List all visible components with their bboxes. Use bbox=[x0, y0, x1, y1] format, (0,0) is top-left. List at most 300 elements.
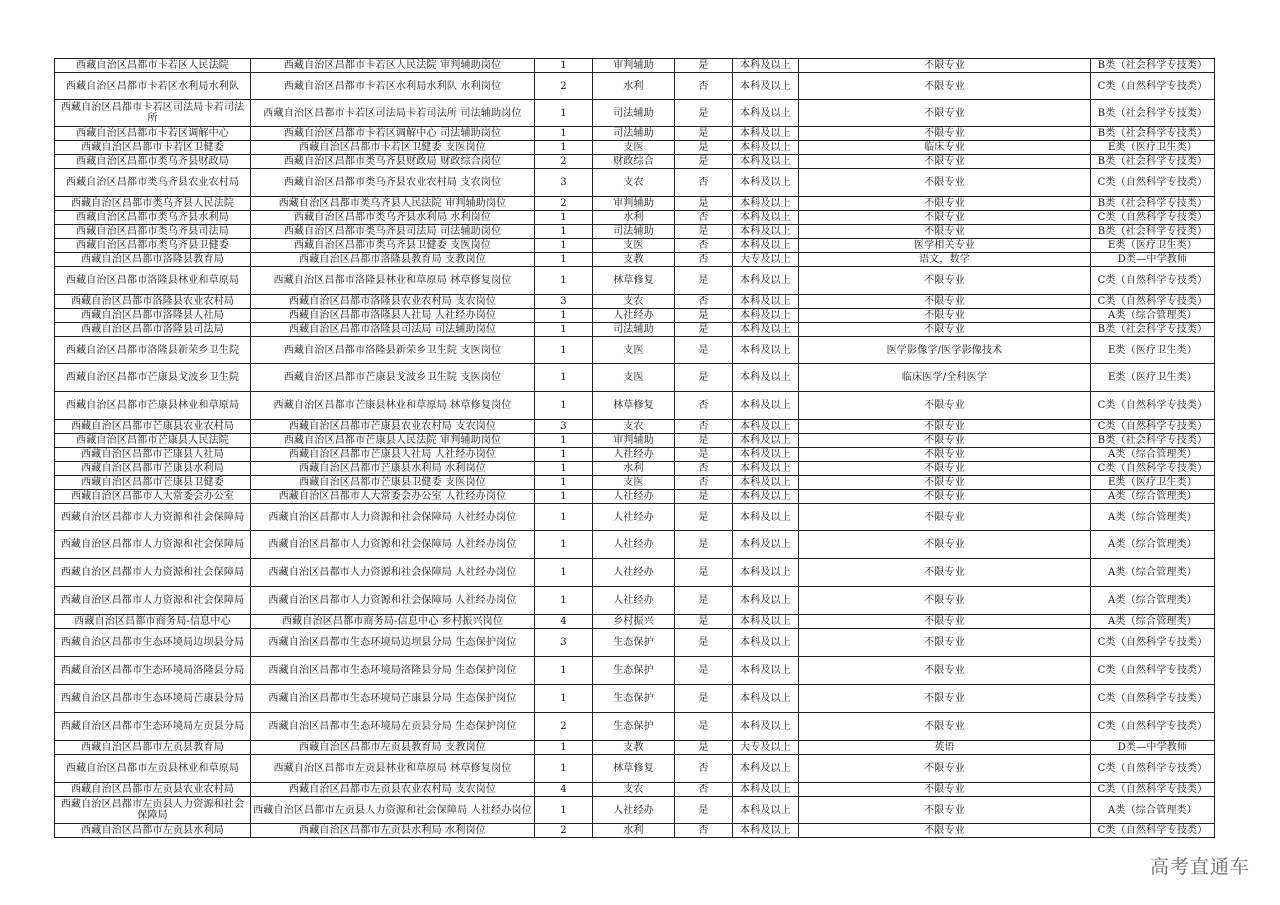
major-cell: 不限专业 bbox=[799, 559, 1091, 587]
position-cell: 西藏自治区昌都市类乌齐县水利局 水利岗位 bbox=[251, 211, 535, 225]
education-cell: 本科及以上 bbox=[733, 476, 799, 490]
education-cell: 本科及以上 bbox=[733, 448, 799, 462]
flag-cell: 否 bbox=[675, 392, 733, 420]
employer-cell: 西藏自治区昌都市生态环境局边坝县分局 bbox=[55, 629, 251, 657]
post-type-cell: 林草修复 bbox=[593, 267, 675, 295]
flag-cell: 是 bbox=[675, 657, 733, 685]
employer-cell: 西藏自治区昌都市类乌齐县卫健委 bbox=[55, 239, 251, 253]
post-type-cell: 人社经办 bbox=[593, 490, 675, 504]
headcount-cell: 1 bbox=[535, 755, 593, 783]
category-cell: C类（自然科学专技类） bbox=[1091, 629, 1215, 657]
table-row bbox=[55, 629, 1215, 657]
employer-cell: 西藏自治区昌都市生态环境局左贡县分局 bbox=[55, 713, 251, 741]
employer-cell: 西藏自治区昌都市芒康县林业和草原局 bbox=[55, 392, 251, 420]
flag-cell: 是 bbox=[675, 337, 733, 364]
post-type-cell: 支医 bbox=[593, 141, 675, 155]
education-cell: 本科及以上 bbox=[733, 615, 799, 629]
headcount-cell: 1 bbox=[535, 59, 593, 73]
flag-cell: 否 bbox=[675, 824, 733, 838]
post-type-cell: 司法辅助 bbox=[593, 127, 675, 141]
watermark-logo: 高考直通车 bbox=[1149, 856, 1250, 878]
education-cell: 本科及以上 bbox=[733, 73, 799, 100]
flag-cell: 是 bbox=[675, 587, 733, 615]
flag-cell: 否 bbox=[675, 476, 733, 490]
major-cell: 不限专业 bbox=[799, 797, 1091, 824]
post-type-cell: 水利 bbox=[593, 73, 675, 100]
headcount-cell: 1 bbox=[535, 141, 593, 155]
employer-cell: 西藏自治区昌都市芒康县戈波乡卫生院 bbox=[55, 364, 251, 392]
category-cell: C类（自然科学专技类） bbox=[1091, 462, 1215, 476]
position-cell: 西藏自治区昌都市生态环境局芒康县分局 生态保护岗位 bbox=[251, 685, 535, 713]
flag-cell: 否 bbox=[675, 239, 733, 253]
category-cell: A类（综合管理类） bbox=[1091, 559, 1215, 587]
post-type-cell: 林草修复 bbox=[593, 392, 675, 420]
major-cell: 不限专业 bbox=[799, 392, 1091, 420]
position-cell: 西藏自治区昌都市洛隆县农业农村局 支农岗位 bbox=[251, 295, 535, 309]
position-cell: 西藏自治区昌都市左贡县农业农村局 支农岗位 bbox=[251, 783, 535, 797]
headcount-cell: 1 bbox=[535, 364, 593, 392]
employer-cell: 西藏自治区昌都市洛隆县教育局 bbox=[55, 253, 251, 267]
post-type-cell: 林草修复 bbox=[593, 755, 675, 783]
post-type-cell: 司法辅助 bbox=[593, 100, 675, 127]
headcount-cell: 1 bbox=[535, 657, 593, 685]
major-cell: 不限专业 bbox=[799, 100, 1091, 127]
flag-cell: 是 bbox=[675, 197, 733, 211]
employer-cell: 西藏自治区昌都市芒康县卫健委 bbox=[55, 476, 251, 490]
table-row bbox=[55, 323, 1215, 337]
flag-cell: 是 bbox=[675, 364, 733, 392]
headcount-cell: 2 bbox=[535, 73, 593, 100]
headcount-cell: 2 bbox=[535, 155, 593, 169]
table-row bbox=[55, 267, 1215, 295]
category-cell: E类（医疗卫生类） bbox=[1091, 141, 1215, 155]
category-cell: E类（医疗卫生类） bbox=[1091, 364, 1215, 392]
major-cell: 不限专业 bbox=[799, 73, 1091, 100]
employer-cell: 西藏自治区昌都市芒康县农业农村局 bbox=[55, 420, 251, 434]
table-row bbox=[55, 197, 1215, 211]
headcount-cell: 1 bbox=[535, 741, 593, 755]
category-cell: A类（综合管理类） bbox=[1091, 490, 1215, 504]
flag-cell: 否 bbox=[675, 295, 733, 309]
position-cell: 西藏自治区昌都市卡若区水利局水利队 水利岗位 bbox=[251, 73, 535, 100]
position-cell: 西藏自治区昌都市芒康县农业农村局 支农岗位 bbox=[251, 420, 535, 434]
position-cell: 西藏自治区昌都市生态环境局洛隆县分局 生态保护岗位 bbox=[251, 657, 535, 685]
table-row bbox=[55, 100, 1215, 127]
education-cell: 本科及以上 bbox=[733, 309, 799, 323]
position-cell: 西藏自治区昌都市类乌齐县司法局 司法辅助岗位 bbox=[251, 225, 535, 239]
education-cell: 本科及以上 bbox=[733, 504, 799, 531]
flag-cell: 否 bbox=[675, 755, 733, 783]
post-type-cell: 乡村振兴 bbox=[593, 615, 675, 629]
flag-cell: 是 bbox=[675, 59, 733, 73]
education-cell: 本科及以上 bbox=[733, 657, 799, 685]
flag-cell: 否 bbox=[675, 783, 733, 797]
major-cell: 不限专业 bbox=[799, 462, 1091, 476]
position-cell: 西藏自治区昌都市洛隆县新荣乡卫生院 支医岗位 bbox=[251, 337, 535, 364]
position-cell: 西藏自治区昌都市卡若区司法局卡若司法所 司法辅助岗位 bbox=[251, 100, 535, 127]
position-cell: 西藏自治区昌都市芒康县林业和草原局 林草修复岗位 bbox=[251, 392, 535, 420]
table-row bbox=[55, 559, 1215, 587]
table-row bbox=[55, 239, 1215, 253]
category-cell: E类（医疗卫生类） bbox=[1091, 239, 1215, 253]
employer-cell: 西藏自治区昌都市类乌齐县财政局 bbox=[55, 155, 251, 169]
major-cell: 不限专业 bbox=[799, 225, 1091, 239]
flag-cell: 否 bbox=[675, 211, 733, 225]
employer-cell: 西藏自治区昌都市左贡县林业和草原局 bbox=[55, 755, 251, 783]
headcount-cell: 4 bbox=[535, 615, 593, 629]
employer-cell: 西藏自治区昌都市人力资源和社会保障局 bbox=[55, 587, 251, 615]
category-cell: B类（社会科学专技类） bbox=[1091, 155, 1215, 169]
post-type-cell: 财政综合 bbox=[593, 155, 675, 169]
employer-cell: 西藏自治区昌都市左贡县农业农村局 bbox=[55, 783, 251, 797]
table-row bbox=[55, 127, 1215, 141]
employer-cell: 西藏自治区昌都市洛隆县司法局 bbox=[55, 323, 251, 337]
headcount-cell: 1 bbox=[535, 448, 593, 462]
major-cell: 不限专业 bbox=[799, 309, 1091, 323]
category-cell: B类（社会科学专技类） bbox=[1091, 59, 1215, 73]
table-row bbox=[55, 755, 1215, 783]
table-row bbox=[55, 420, 1215, 434]
category-cell: A类（综合管理类） bbox=[1091, 504, 1215, 531]
employer-cell: 西藏自治区昌都市洛隆县林业和草原局 bbox=[55, 267, 251, 295]
education-cell: 本科及以上 bbox=[733, 559, 799, 587]
major-cell: 不限专业 bbox=[799, 629, 1091, 657]
major-cell: 不限专业 bbox=[799, 657, 1091, 685]
table-row bbox=[55, 504, 1215, 531]
education-cell: 本科及以上 bbox=[733, 420, 799, 434]
major-cell: 不限专业 bbox=[799, 448, 1091, 462]
headcount-cell: 2 bbox=[535, 197, 593, 211]
post-type-cell: 支农 bbox=[593, 783, 675, 797]
employer-cell: 西藏自治区昌都市人力资源和社会保障局 bbox=[55, 504, 251, 531]
major-cell: 不限专业 bbox=[799, 824, 1091, 838]
position-cell: 西藏自治区昌都市芒康县戈波乡卫生院 支医岗位 bbox=[251, 364, 535, 392]
headcount-cell: 1 bbox=[535, 100, 593, 127]
category-cell: C类（自然科学专技类） bbox=[1091, 169, 1215, 197]
education-cell: 本科及以上 bbox=[733, 713, 799, 741]
education-cell: 本科及以上 bbox=[733, 155, 799, 169]
education-cell: 本科及以上 bbox=[733, 364, 799, 392]
headcount-cell: 1 bbox=[535, 211, 593, 225]
employer-cell: 西藏自治区昌都市左贡县教育局 bbox=[55, 741, 251, 755]
headcount-cell: 1 bbox=[535, 587, 593, 615]
position-cell: 西藏自治区昌都市芒康县人民法院 审判辅助岗位 bbox=[251, 434, 535, 448]
table-body bbox=[55, 59, 1215, 838]
position-cell: 西藏自治区昌都市左贡县林业和草原局 林草修复岗位 bbox=[251, 755, 535, 783]
flag-cell: 是 bbox=[675, 155, 733, 169]
flag-cell: 是 bbox=[675, 713, 733, 741]
major-cell: 不限专业 bbox=[799, 267, 1091, 295]
headcount-cell: 3 bbox=[535, 420, 593, 434]
table-row bbox=[55, 73, 1215, 100]
flag-cell: 是 bbox=[675, 490, 733, 504]
employer-cell: 西藏自治区昌都市卡若区水利局水利队 bbox=[55, 73, 251, 100]
category-cell: C类（自然科学专技类） bbox=[1091, 392, 1215, 420]
post-type-cell: 司法辅助 bbox=[593, 225, 675, 239]
table-row bbox=[55, 155, 1215, 169]
category-cell: C类（自然科学专技类） bbox=[1091, 73, 1215, 100]
employer-cell: 西藏自治区昌都市卡若区人民法院 bbox=[55, 59, 251, 73]
education-cell: 本科及以上 bbox=[733, 59, 799, 73]
major-cell: 不限专业 bbox=[799, 685, 1091, 713]
headcount-cell: 2 bbox=[535, 713, 593, 741]
headcount-cell: 3 bbox=[535, 169, 593, 197]
headcount-cell: 1 bbox=[535, 225, 593, 239]
flag-cell: 是 bbox=[675, 323, 733, 337]
table-row bbox=[55, 531, 1215, 559]
post-type-cell: 生态保护 bbox=[593, 657, 675, 685]
category-cell: C类（自然科学专技类） bbox=[1091, 267, 1215, 295]
major-cell: 不限专业 bbox=[799, 504, 1091, 531]
table-row bbox=[55, 253, 1215, 267]
table-row bbox=[55, 615, 1215, 629]
post-type-cell: 生态保护 bbox=[593, 629, 675, 657]
category-cell: D类—中学教师 bbox=[1091, 741, 1215, 755]
post-type-cell: 人社经办 bbox=[593, 587, 675, 615]
major-cell: 医学相关专业 bbox=[799, 239, 1091, 253]
employer-cell: 西藏自治区昌都市芒康县水利局 bbox=[55, 462, 251, 476]
education-cell: 本科及以上 bbox=[733, 797, 799, 824]
table-row bbox=[55, 295, 1215, 309]
category-cell: C类（自然科学专技类） bbox=[1091, 657, 1215, 685]
education-cell: 本科及以上 bbox=[733, 392, 799, 420]
table-row bbox=[55, 657, 1215, 685]
flag-cell: 是 bbox=[675, 531, 733, 559]
post-type-cell: 人社经办 bbox=[593, 797, 675, 824]
post-type-cell: 支医 bbox=[593, 337, 675, 364]
major-cell: 不限专业 bbox=[799, 155, 1091, 169]
major-cell: 临床医学/全科医学 bbox=[799, 364, 1091, 392]
employer-cell: 西藏自治区昌都市卡若区调解中心 bbox=[55, 127, 251, 141]
major-cell: 不限专业 bbox=[799, 169, 1091, 197]
major-cell: 不限专业 bbox=[799, 211, 1091, 225]
major-cell: 不限专业 bbox=[799, 755, 1091, 783]
table-row bbox=[55, 797, 1215, 824]
flag-cell: 是 bbox=[675, 141, 733, 155]
position-cell: 西藏自治区昌都市卡若区卫健委 支医岗位 bbox=[251, 141, 535, 155]
category-cell: C类（自然科学专技类） bbox=[1091, 783, 1215, 797]
category-cell: D类—中学教师 bbox=[1091, 253, 1215, 267]
education-cell: 本科及以上 bbox=[733, 490, 799, 504]
post-type-cell: 司法辅助 bbox=[593, 323, 675, 337]
flag-cell: 否 bbox=[675, 253, 733, 267]
category-cell: C类（自然科学专技类） bbox=[1091, 295, 1215, 309]
position-cell: 西藏自治区昌都市芒康县人社局 人社经办岗位 bbox=[251, 448, 535, 462]
employer-cell: 西藏自治区昌都市卡若区司法局卡若司法所 bbox=[55, 100, 251, 127]
post-type-cell: 人社经办 bbox=[593, 309, 675, 323]
headcount-cell: 1 bbox=[535, 476, 593, 490]
post-type-cell: 人社经办 bbox=[593, 559, 675, 587]
major-cell: 英语 bbox=[799, 741, 1091, 755]
position-cell: 西藏自治区昌都市类乌齐县卫健委 支医岗位 bbox=[251, 239, 535, 253]
headcount-cell: 3 bbox=[535, 629, 593, 657]
table-row bbox=[55, 476, 1215, 490]
major-cell: 不限专业 bbox=[799, 615, 1091, 629]
category-cell: B类（社会科学专技类） bbox=[1091, 100, 1215, 127]
category-cell: B类（社会科学专技类） bbox=[1091, 197, 1215, 211]
flag-cell: 是 bbox=[675, 615, 733, 629]
employer-cell: 西藏自治区昌都市左贡县水利局 bbox=[55, 824, 251, 838]
positions-table bbox=[54, 58, 1215, 838]
headcount-cell: 1 bbox=[535, 392, 593, 420]
employer-cell: 西藏自治区昌都市左贡县人力资源和社会保障局 bbox=[55, 797, 251, 824]
category-cell: B类（社会科学专技类） bbox=[1091, 434, 1215, 448]
headcount-cell: 4 bbox=[535, 783, 593, 797]
category-cell: A类（综合管理类） bbox=[1091, 309, 1215, 323]
education-cell: 本科及以上 bbox=[733, 337, 799, 364]
employer-cell: 西藏自治区昌都市类乌齐县水利局 bbox=[55, 211, 251, 225]
position-cell: 西藏自治区昌都市左贡县人力资源和社会保障局 人社经办岗位 bbox=[251, 797, 535, 824]
table-row bbox=[55, 309, 1215, 323]
category-cell: C类（自然科学专技类） bbox=[1091, 685, 1215, 713]
position-cell: 西藏自治区昌都市卡若区调解中心 司法辅助岗位 bbox=[251, 127, 535, 141]
major-cell: 不限专业 bbox=[799, 490, 1091, 504]
education-cell: 本科及以上 bbox=[733, 100, 799, 127]
education-cell: 本科及以上 bbox=[733, 462, 799, 476]
flag-cell: 否 bbox=[675, 169, 733, 197]
category-cell: A类（综合管理类） bbox=[1091, 797, 1215, 824]
table-row bbox=[55, 490, 1215, 504]
headcount-cell: 1 bbox=[535, 490, 593, 504]
table-row bbox=[55, 211, 1215, 225]
major-cell: 语文，数学 bbox=[799, 253, 1091, 267]
position-cell: 西藏自治区昌都市左贡县水利局 水利岗位 bbox=[251, 824, 535, 838]
table-row bbox=[55, 741, 1215, 755]
employer-cell: 西藏自治区昌都市类乌齐县农业农村局 bbox=[55, 169, 251, 197]
employer-cell: 西藏自治区昌都市芒康县人民法院 bbox=[55, 434, 251, 448]
position-cell: 西藏自治区昌都市生态环境局左贡县分局 生态保护岗位 bbox=[251, 713, 535, 741]
education-cell: 本科及以上 bbox=[733, 629, 799, 657]
major-cell: 不限专业 bbox=[799, 531, 1091, 559]
headcount-cell: 1 bbox=[535, 253, 593, 267]
flag-cell: 是 bbox=[675, 309, 733, 323]
employer-cell: 西藏自治区昌都市商务局-信息中心 bbox=[55, 615, 251, 629]
table-row bbox=[55, 685, 1215, 713]
education-cell: 本科及以上 bbox=[733, 824, 799, 838]
education-cell: 本科及以上 bbox=[733, 267, 799, 295]
position-cell: 西藏自治区昌都市人力资源和社会保障局 人社经办岗位 bbox=[251, 531, 535, 559]
post-type-cell: 生态保护 bbox=[593, 713, 675, 741]
flag-cell: 否 bbox=[675, 462, 733, 476]
headcount-cell: 1 bbox=[535, 127, 593, 141]
flag-cell: 是 bbox=[675, 225, 733, 239]
major-cell: 不限专业 bbox=[799, 587, 1091, 615]
major-cell: 不限专业 bbox=[799, 197, 1091, 211]
position-cell: 西藏自治区昌都市洛隆县司法局 司法辅助岗位 bbox=[251, 323, 535, 337]
education-cell: 本科及以上 bbox=[733, 295, 799, 309]
post-type-cell: 支教 bbox=[593, 253, 675, 267]
major-cell: 医学影像学/医学影像技术 bbox=[799, 337, 1091, 364]
education-cell: 大专及以上 bbox=[733, 253, 799, 267]
position-cell: 西藏自治区昌都市人力资源和社会保障局 人社经办岗位 bbox=[251, 587, 535, 615]
education-cell: 本科及以上 bbox=[733, 197, 799, 211]
position-cell: 西藏自治区昌都市卡若区人民法院 审判辅助岗位 bbox=[251, 59, 535, 73]
employer-cell: 西藏自治区昌都市生态环境局洛隆县分局 bbox=[55, 657, 251, 685]
category-cell: B类（社会科学专技类） bbox=[1091, 323, 1215, 337]
headcount-cell: 1 bbox=[535, 309, 593, 323]
flag-cell: 是 bbox=[675, 127, 733, 141]
flag-cell: 是 bbox=[675, 741, 733, 755]
education-cell: 本科及以上 bbox=[733, 141, 799, 155]
education-cell: 本科及以上 bbox=[733, 685, 799, 713]
post-type-cell: 支医 bbox=[593, 476, 675, 490]
position-cell: 西藏自治区昌都市人力资源和社会保障局 人社经办岗位 bbox=[251, 504, 535, 531]
major-cell: 临床专业 bbox=[799, 141, 1091, 155]
post-type-cell: 支农 bbox=[593, 295, 675, 309]
post-type-cell: 水利 bbox=[593, 211, 675, 225]
category-cell: C类（自然科学专技类） bbox=[1091, 755, 1215, 783]
education-cell: 本科及以上 bbox=[733, 434, 799, 448]
post-type-cell: 支农 bbox=[593, 169, 675, 197]
flag-cell: 是 bbox=[675, 559, 733, 587]
category-cell: E类（医疗卫生类） bbox=[1091, 476, 1215, 490]
table-row bbox=[55, 713, 1215, 741]
post-type-cell: 支医 bbox=[593, 239, 675, 253]
major-cell: 不限专业 bbox=[799, 127, 1091, 141]
employer-cell: 西藏自治区昌都市人力资源和社会保障局 bbox=[55, 559, 251, 587]
post-type-cell: 人社经办 bbox=[593, 448, 675, 462]
category-cell: C类（自然科学专技类） bbox=[1091, 211, 1215, 225]
flag-cell: 是 bbox=[675, 434, 733, 448]
major-cell: 不限专业 bbox=[799, 295, 1091, 309]
post-type-cell: 审判辅助 bbox=[593, 197, 675, 211]
table-row bbox=[55, 225, 1215, 239]
position-cell: 西藏自治区昌都市生态环境局边坝县分局 生态保护岗位 bbox=[251, 629, 535, 657]
table-row bbox=[55, 59, 1215, 73]
education-cell: 本科及以上 bbox=[733, 531, 799, 559]
post-type-cell: 水利 bbox=[593, 462, 675, 476]
headcount-cell: 3 bbox=[535, 295, 593, 309]
flag-cell: 是 bbox=[675, 797, 733, 824]
education-cell: 本科及以上 bbox=[733, 239, 799, 253]
major-cell: 不限专业 bbox=[799, 420, 1091, 434]
education-cell: 本科及以上 bbox=[733, 127, 799, 141]
position-cell: 西藏自治区昌都市人大常委会办公室 人社经办岗位 bbox=[251, 490, 535, 504]
education-cell: 本科及以上 bbox=[733, 225, 799, 239]
category-cell: A类（综合管理类） bbox=[1091, 615, 1215, 629]
headcount-cell: 1 bbox=[535, 323, 593, 337]
post-type-cell: 审判辅助 bbox=[593, 59, 675, 73]
headcount-cell: 1 bbox=[535, 685, 593, 713]
position-cell: 西藏自治区昌都市洛隆县教育局 支教岗位 bbox=[251, 253, 535, 267]
headcount-cell: 2 bbox=[535, 824, 593, 838]
table-row bbox=[55, 337, 1215, 364]
position-cell: 西藏自治区昌都市洛隆县林业和草原局 林草修复岗位 bbox=[251, 267, 535, 295]
category-cell: C类（自然科学专技类） bbox=[1091, 420, 1215, 434]
headcount-cell: 1 bbox=[535, 239, 593, 253]
education-cell: 本科及以上 bbox=[733, 211, 799, 225]
education-cell: 本科及以上 bbox=[733, 323, 799, 337]
headcount-cell: 1 bbox=[535, 797, 593, 824]
table-row bbox=[55, 392, 1215, 420]
category-cell: C类（自然科学专技类） bbox=[1091, 713, 1215, 741]
category-cell: B类（社会科学专技类） bbox=[1091, 225, 1215, 239]
employer-cell: 西藏自治区昌都市洛隆县农业农村局 bbox=[55, 295, 251, 309]
major-cell: 不限专业 bbox=[799, 783, 1091, 797]
position-cell: 西藏自治区昌都市类乌齐县农业农村局 支农岗位 bbox=[251, 169, 535, 197]
category-cell: A类（综合管理类） bbox=[1091, 587, 1215, 615]
flag-cell: 是 bbox=[675, 448, 733, 462]
post-type-cell: 人社经办 bbox=[593, 531, 675, 559]
post-type-cell: 生态保护 bbox=[593, 685, 675, 713]
post-type-cell: 支教 bbox=[593, 741, 675, 755]
post-type-cell: 审判辅助 bbox=[593, 434, 675, 448]
post-type-cell: 水利 bbox=[593, 824, 675, 838]
flag-cell: 是 bbox=[675, 629, 733, 657]
major-cell: 不限专业 bbox=[799, 476, 1091, 490]
table-row bbox=[55, 462, 1215, 476]
position-cell: 西藏自治区昌都市左贡县教育局 支教岗位 bbox=[251, 741, 535, 755]
